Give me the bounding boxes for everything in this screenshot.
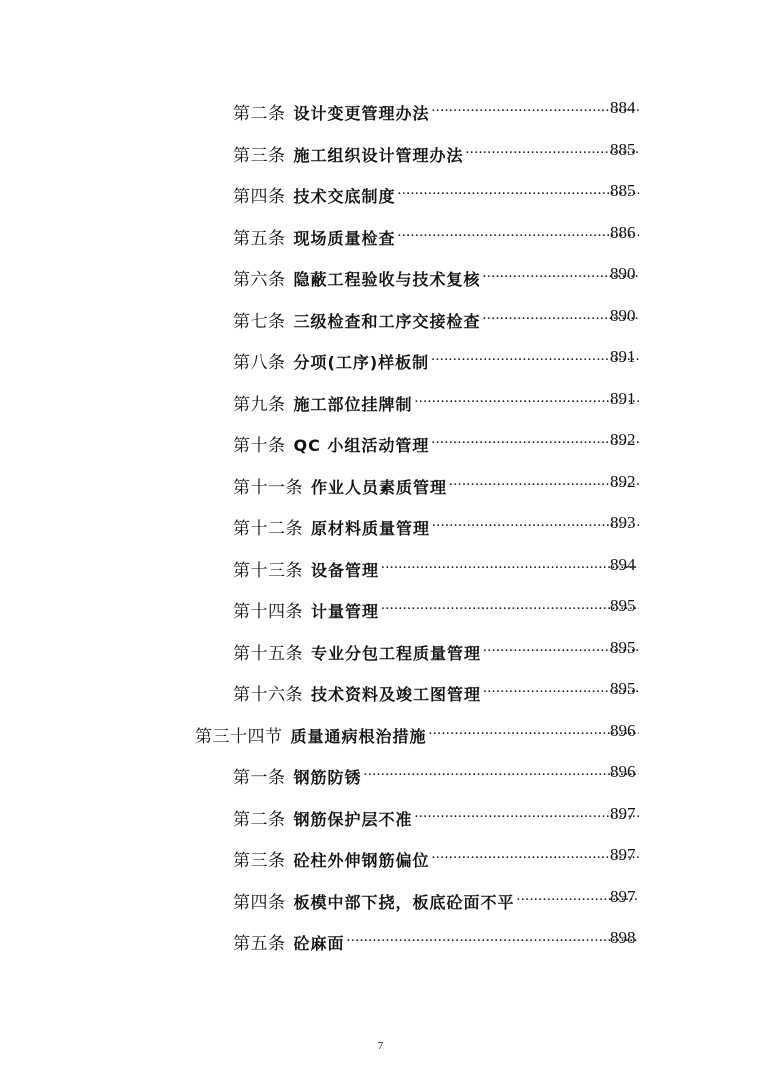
toc-entry[interactable] (0, 296, 761, 338)
toc-entry[interactable] (0, 213, 761, 255)
toc-entry-number: 第三条 (233, 851, 286, 871)
toc-entry-page: 886 (610, 222, 636, 242)
toc-entry-page: 890 (610, 264, 636, 283)
toc-entry[interactable] (0, 545, 761, 587)
toc-entry-title: 现场质量检查 (293, 228, 396, 248)
toc-entry-page: 897 (610, 803, 636, 823)
toc-entry-number: 第八条 (233, 353, 286, 373)
toc-entry-page: 884 (610, 98, 636, 117)
toc-entry-title: 原材料质量管理 (311, 519, 431, 538)
toc-entry-number: 第四条 (233, 187, 286, 207)
toc-entry-title: 作业人员素质管理 (311, 477, 448, 497)
toc-section[interactable] (0, 711, 761, 753)
toc-dot-leader (381, 554, 639, 576)
toc-entry-title: QC 小组活动管理 (293, 436, 430, 455)
page-number: 7 (377, 1040, 384, 1052)
toc-entry-title: 设备管理 (311, 560, 380, 580)
toc-entry-title: 设计变更管理办法 (293, 104, 430, 123)
toc-entry-title: 钢筋保护层不准 (293, 809, 413, 829)
toc-entry-number: 第三条 (233, 145, 286, 166)
toc-entry-title: 专业分包工程质量管理 (311, 643, 482, 663)
toc-entry-title: 技术资料及竣工图管理 (311, 685, 482, 704)
toc-entry-number: 第十一条 (233, 477, 303, 498)
toc-entry-number: 第二条 (233, 104, 286, 124)
toc-entry[interactable] (0, 918, 761, 960)
table-of-contents (0, 88, 761, 960)
toc-entry-title: 分项(工序)样板制 (293, 353, 430, 372)
toc-dot-leader (429, 720, 639, 742)
toc-entry-page: 890 (610, 305, 636, 325)
toc-entry[interactable] (0, 171, 761, 213)
toc-entry-page: 891 (610, 388, 636, 408)
toc-dot-leader (431, 429, 639, 451)
toc-dot-leader (432, 512, 639, 534)
toc-entry[interactable] (0, 794, 761, 836)
toc-entry-number: 第十三条 (233, 560, 303, 581)
toc-entry-title: 砼柱外伸钢筋偏位 (293, 851, 430, 870)
toc-entry[interactable] (0, 462, 761, 504)
toc-entry-title: 施工组织设计管理办法 (293, 145, 464, 165)
toc-dot-leader (432, 97, 639, 119)
toc-entry-page: 885 (610, 139, 636, 159)
toc-entry-number: 第九条 (233, 394, 286, 415)
toc-entry-page: 893 (610, 513, 636, 532)
toc-entry-page: 898 (610, 928, 636, 947)
toc-entry-title: 施工部位挂牌制 (293, 394, 413, 414)
toc-section-page: 896 (610, 720, 636, 740)
toc-entry-title: 砼麻面 (293, 934, 345, 953)
toc-entry-page: 894 (610, 554, 636, 574)
toc-entry-page: 891 (610, 347, 636, 366)
toc-dot-leader (432, 844, 639, 866)
toc-entry-number: 第十四条 (233, 602, 303, 622)
toc-entry[interactable] (0, 503, 761, 545)
toc-entry-page: 885 (610, 181, 636, 200)
toc-dot-leader (347, 927, 639, 949)
toc-entry-page: 896 (610, 762, 636, 781)
toc-entry-page: 897 (610, 886, 636, 906)
toc-entry-page: 895 (610, 679, 636, 698)
toc-entry-number: 第六条 (233, 270, 286, 290)
toc-dot-leader (364, 761, 639, 783)
toc-entry-number: 第五条 (233, 228, 286, 249)
toc-dot-leader (398, 180, 639, 202)
toc-entry-page: 892 (610, 430, 636, 449)
toc-entry[interactable] (0, 337, 761, 379)
toc-entry-number: 第十条 (233, 436, 286, 456)
toc-entry-page: 892 (610, 471, 636, 491)
toc-entry-number: 第四条 (233, 892, 286, 913)
toc-entry[interactable] (0, 752, 761, 794)
toc-entry-number: 第七条 (233, 311, 286, 332)
toc-entry-title: 板模中部下挠，板底砼面不平 (293, 892, 515, 912)
toc-entry[interactable] (0, 254, 761, 296)
toc-entry-number: 第十二条 (233, 519, 303, 539)
toc-entry-number: 第二条 (233, 809, 286, 830)
toc-section-number: 第三十四节 (195, 726, 283, 747)
toc-entry-title: 隐蔽工程验收与技术复核 (293, 270, 481, 289)
toc-entry-title: 三级检查和工序交接检查 (293, 311, 481, 331)
toc-entry[interactable] (0, 586, 761, 628)
toc-entry[interactable] (0, 420, 761, 462)
toc-dot-leader (398, 222, 639, 244)
toc-dot-leader (415, 803, 639, 825)
toc-entry-number: 第十六条 (233, 685, 303, 705)
toc-entry-page: 895 (610, 596, 636, 615)
toc-entry[interactable] (0, 669, 761, 711)
toc-dot-leader (431, 346, 639, 368)
toc-entry[interactable] (0, 88, 761, 130)
toc-entry-title: 技术交底制度 (293, 187, 396, 206)
toc-entry-title: 钢筋防锈 (293, 768, 362, 787)
toc-entry-number: 第五条 (233, 934, 286, 954)
toc-entry[interactable] (0, 628, 761, 670)
toc-entry-page: 897 (610, 845, 636, 864)
toc-entry-number: 第十五条 (233, 643, 303, 664)
toc-entry[interactable] (0, 379, 761, 421)
toc-dot-leader (381, 595, 639, 617)
toc-entry-number: 第一条 (233, 768, 286, 788)
toc-section-title: 质量通病根治措施 (290, 726, 427, 746)
toc-dot-leader (415, 388, 639, 410)
toc-entry-title: 计量管理 (311, 602, 380, 621)
toc-entry[interactable] (0, 130, 761, 172)
toc-entry[interactable] (0, 835, 761, 877)
toc-entry[interactable] (0, 877, 761, 919)
toc-entry-page: 895 (610, 637, 636, 657)
